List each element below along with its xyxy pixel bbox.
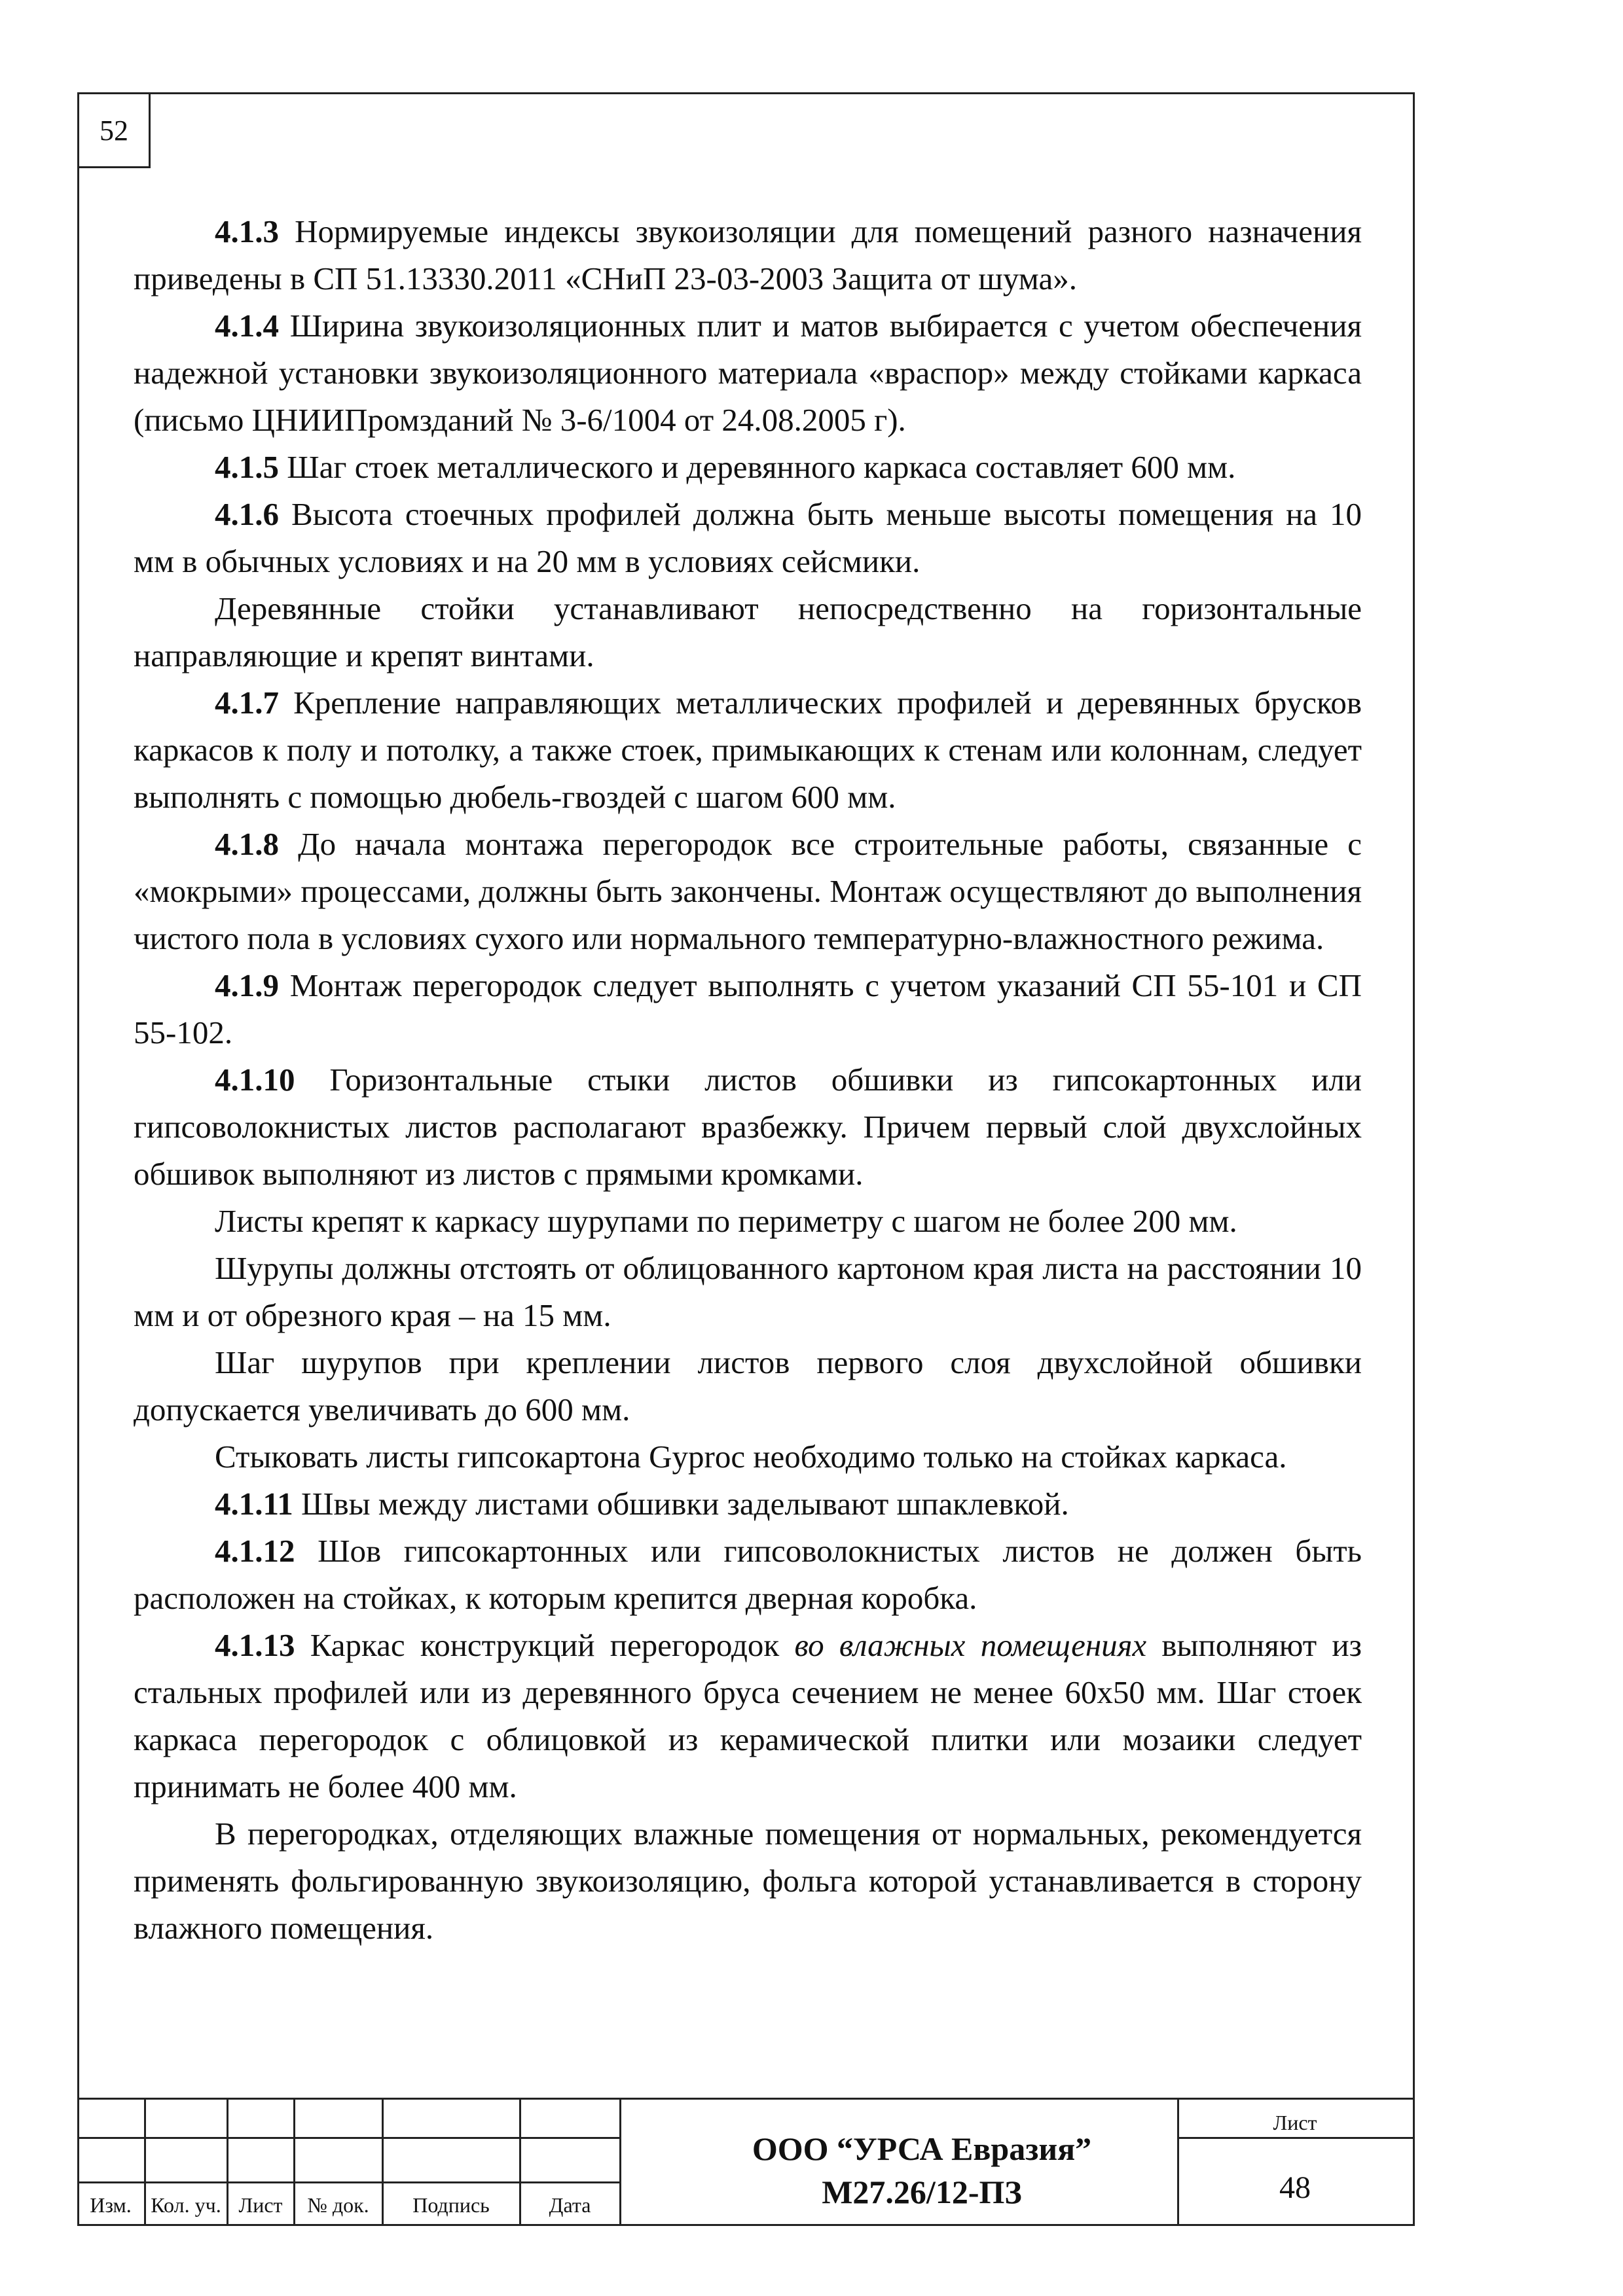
paragraph [134, 1339, 1362, 1433]
paragraph-text: Шурупы должны отстоять от облицованного картоном края листа на расстоянии 10 мм и от обрезного края – на 15 мм. [134, 1250, 1362, 1333]
stamp-col-doc: № док. [307, 2193, 369, 2217]
clause-number: 4.1.3 [215, 213, 279, 249]
clause-number: 4.1.6 [215, 496, 279, 532]
paragraph [134, 1622, 1362, 1810]
paragraph [134, 1245, 1362, 1339]
paragraph-text: Шаг стоек металлического и деревянного каркаса составляет 600 мм. [279, 449, 1236, 485]
stamp-col-signature: Подпись [412, 2193, 490, 2217]
paragraph [134, 444, 1362, 491]
paragraph-text: Швы между листами обшивки заделывают шпаклевкой. [293, 1486, 1069, 1522]
clause-number: 4.1.5 [215, 449, 279, 485]
paragraph-text: Горизонтальные стыки листов обшивки из гипсокартонных или гипсоволокнистых листов располагают вразбежку. Причем первый слой двухслойных обшивок выполняют из листов с прямыми кромками. [134, 1062, 1362, 1192]
clause-number: 4.1.11 [215, 1486, 293, 1522]
paragraph [134, 491, 1362, 585]
clause-number: 4.1.4 [215, 308, 279, 344]
paragraph [134, 585, 1362, 679]
paragraph-text: Ширина звукоизоляционных плит и матов выбирается с учетом обеспечения надежной установки звукоизоляционного материала «враспор» между стойками каркаса (письмо ЦНИИПромзданий № 3-6/1004 от 24.08.2005 г). [134, 308, 1362, 438]
document-body [134, 208, 1362, 1952]
document-code: М27.26/12-ПЗ [822, 2174, 1022, 2210]
sheet-label: Лист [1273, 2111, 1317, 2134]
stamp-title [621, 2127, 1223, 2214]
stamp-col-date: Дата [549, 2193, 591, 2217]
stamp-col-izm: Изм. [90, 2193, 132, 2217]
page-number: 52 [77, 92, 151, 168]
paragraph [134, 1056, 1362, 1198]
paragraph-text: Каркас конструкций перегородок [295, 1627, 795, 1663]
paragraph-text: До начала монтажа перегородок все строительные работы, связанные с «мокрыми» процессами, должны быть закончены. Монтаж осуществляют до выполнения чистого пола в условиях сухого или нормального температурно-влажностного режима. [134, 826, 1362, 956]
paragraph [134, 821, 1362, 962]
title-block [77, 2098, 1415, 2226]
paragraph [134, 1810, 1362, 1952]
paragraph [134, 1198, 1362, 1245]
clause-number: 4.1.13 [215, 1627, 295, 1663]
clause-number: 4.1.9 [215, 967, 279, 1003]
italic-phrase: во влажных помещениях [794, 1627, 1147, 1663]
paragraph-text: Листы крепят к каркасу шурупами по периметру с шагом не более 200 мм. [215, 1203, 1237, 1239]
stamp-line [77, 2098, 1415, 2100]
paragraph [134, 1528, 1362, 1622]
paragraph-text: В перегородках, отделяющих влажные помещения от нормальных, рекомендуется применять фольгированную звукоизоляцию, фольга которой устанавливается в сторону влажного помещения. [134, 1816, 1362, 1946]
paragraph-text: Крепление направляющих металлических профилей и деревянных брусков каркасов к полу и потолку, а также стоек, примыкающих к стенам или колоннам, следует выполнять с помощью дюбель-гвоздей с шагом 600 мм. [134, 685, 1362, 815]
stamp-col-list: Лист [238, 2193, 283, 2217]
clause-number: 4.1.8 [215, 826, 279, 862]
clause-number: 4.1.10 [215, 1062, 295, 1098]
paragraph [134, 1433, 1362, 1480]
clause-number: 4.1.12 [215, 1533, 295, 1569]
paragraph [134, 208, 1362, 302]
paragraph-text: Шаг шурупов при креплении листов первого слоя двухслойной обшивки допускается увеличивать до 600 мм. [134, 1344, 1362, 1427]
paragraph-text: Монтаж перегородок следует выполнять с учетом указаний СП 55-101 и СП 55-102. [134, 967, 1362, 1050]
paragraph [134, 1480, 1362, 1528]
paragraph [134, 679, 1362, 821]
paragraph-text: Высота стоечных профилей должна быть меньше высоты помещения на 10 мм в обычных условиях и на 20 мм в условиях сейсмики. [134, 496, 1362, 579]
stamp-line [77, 2181, 621, 2183]
clause-number: 4.1.7 [215, 685, 279, 721]
stamp-line [77, 2137, 621, 2139]
paragraph-text: Стыковать листы гипсокартона Gyproc необходимо только на стойках каркаса. [215, 1439, 1287, 1475]
paragraph-text: Нормируемые индексы звукоизоляции для помещений разного назначения приведены в СП 51.13330.2011 «СНиП 23-03-2003 Защита от шума». [134, 213, 1362, 296]
paragraph-text: Деревянные стойки устанавливают непосредственно на горизонтальные направляющие и крепят винтами. [134, 590, 1362, 673]
paragraph-text: выполняют из стальных профилей или из деревянного бруса сечением не менее 60х50 мм. Шаг стоек каркаса перегородок с облицовкой из керамической плитки или мозаики следует принимать не более 400 мм. [134, 1627, 1362, 1804]
paragraph [134, 962, 1362, 1056]
organization-name: ООО “УРСА Евразия” [752, 2130, 1092, 2167]
sheet-number: 48 [1279, 2170, 1311, 2205]
paragraph [134, 302, 1362, 444]
paragraph-text: Шов гипсокартонных или гипсоволокнистых листов не должен быть расположен на стойках, к которым крепится дверная коробка. [134, 1533, 1362, 1616]
stamp-col-kol-uch: Кол. уч. [151, 2193, 221, 2217]
